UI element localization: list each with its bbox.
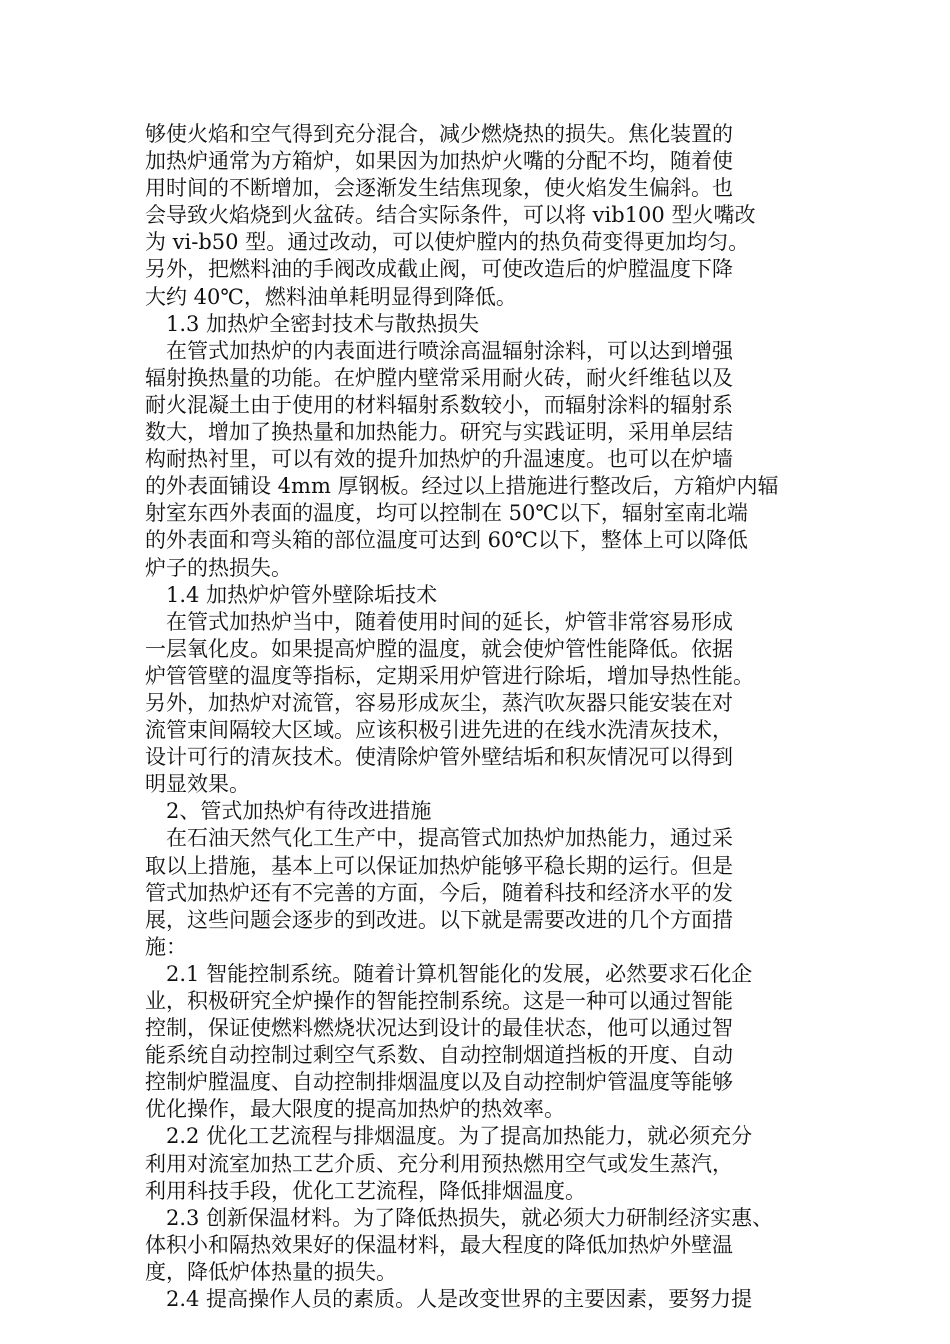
- text-line: 流管束间隔较大区域。应该积极引进先进的在线水洗清灰技术，: [145, 718, 733, 743]
- text-line: 在管式加热炉当中，随着使用时间的延长，炉管非常容易形成: [145, 609, 733, 634]
- document-body: [145, 121, 805, 1313]
- text-line: 施：: [145, 934, 187, 959]
- text-line: 耐火混凝土由于使用的材料辐射系数较小，而辐射涂料的辐射系: [145, 392, 733, 417]
- text-line: 利用对流室加热工艺介质、充分利用预热燃用空气或发生蒸汽，: [145, 1151, 733, 1176]
- text-line: 为 vi-b50 型。通过改动，可以使炉膛内的热负荷变得更加均匀。: [145, 230, 750, 255]
- text-line: 数大，增加了换热量和加热能力。研究与实践证明，采用单层结: [145, 420, 733, 445]
- text-line: 控制，保证使燃料燃烧状况达到设计的最佳状态，他可以通过智: [145, 1016, 733, 1041]
- text-line: 射室东西外表面的温度，均可以控制在 50℃以下，辐射室南北端: [145, 501, 748, 526]
- text-line: 的外表面和弯头箱的部位温度可达到 60℃以下，整体上可以降低: [145, 528, 748, 553]
- text-line: 取以上措施，基本上可以保证加热炉能够平稳长期的运行。但是: [145, 853, 733, 878]
- section-heading: 1.4 加热炉炉管外壁除垢技术: [145, 582, 438, 607]
- text-line: 够使火焰和空气得到充分混合，减少燃烧热的损失。焦化装置的: [145, 122, 733, 146]
- text-line: 2.3 创新保温材料。为了降低热损失，就必须大力研制经济实惠、: [145, 1205, 774, 1230]
- text-line: 另外，加热炉对流管，容易形成灰尘，蒸汽吹灰器只能安装在对: [145, 690, 733, 715]
- text-line: 用时间的不断增加，会逐渐发生结焦现象，使火焰发生偏斜。也: [145, 176, 733, 201]
- text-line: 明显效果。: [145, 772, 250, 797]
- text-line: 在石油天然气化工生产中，提高管式加热炉加热能力，通过采: [145, 826, 733, 851]
- text-line: 利用科技手段，优化工艺流程，降低排烟温度。: [145, 1178, 586, 1203]
- text-line: 2.4 提高操作人员的素质。人是改变世界的主要因素，要努力提: [145, 1287, 753, 1312]
- text-line: 另外，把燃料油的手阀改成截止阀，可使改造后的炉膛温度下降: [145, 257, 733, 282]
- text-line: 优化操作，最大限度的提高加热炉的热效率。: [145, 1097, 565, 1122]
- text-line: 业，积极研究全炉操作的智能控制系统。这是一种可以通过智能: [145, 989, 733, 1013]
- text-line: 一层氧化皮。如果提高炉膛的温度，就会使炉管性能降低。依据: [145, 636, 733, 661]
- text-line: 度，降低炉体热量的损失。: [145, 1259, 397, 1284]
- text-line: 在管式加热炉的内表面进行喷涂高温辐射涂料，可以达到增强: [145, 338, 733, 363]
- text-line: 体积小和隔热效果好的保温材料，最大程度的降低加热炉外壁温: [145, 1232, 733, 1257]
- text-line: 的外表面铺设 4mm 厚钢板。经过以上措施进行整改后，方箱炉内辐: [145, 474, 779, 499]
- text-line: 控制炉膛温度、自动控制排烟温度以及自动控制炉管温度等能够: [145, 1070, 733, 1095]
- text-line: 管式加热炉还有不完善的方面，今后，随着科技和经济水平的发: [145, 880, 733, 905]
- text-line: 炉管管壁的温度等指标，定期采用炉管进行除垢，增加导热性能。: [145, 663, 754, 688]
- text-line: 设计可行的清灰技术。使清除炉管外壁结垢和积灰情况可以得到: [145, 745, 733, 770]
- text-line: 构耐热衬里，可以有效的提升加热炉的升温速度。也可以在炉墙: [145, 447, 733, 472]
- text-line: 炉子的热损失。: [145, 555, 292, 580]
- text-line: 2.2 优化工艺流程与排烟温度。为了提高加热能力，就必须充分: [145, 1124, 753, 1149]
- text-line: 辐射换热量的功能。在炉膛内壁常采用耐火砖，耐火纤维毡以及: [145, 365, 733, 390]
- text-line: 展，这些问题会逐步的到改进。以下就是需要改进的几个方面措: [145, 907, 733, 932]
- text-line: 2.1 智能控制系统。随着计算机智能化的发展，必然要求石化企: [145, 961, 753, 986]
- text-line: 大约 40℃，燃料油单耗明显得到降低。: [145, 284, 517, 309]
- section-heading: 1.3 加热炉全密封技术与散热损失: [145, 311, 480, 336]
- section-heading: 2、管式加热炉有待改进措施: [145, 799, 432, 824]
- text-line: 会导致火焰烧到火盆砖。结合实际条件，可以将 vib100 型火嘴改: [145, 203, 756, 228]
- text-line: 能系统自动控制过剩空气系数、自动控制烟道挡板的开度、自动: [145, 1043, 733, 1068]
- text-line: 加热炉通常为方箱炉，如果因为加热炉火嘴的分配不均，随着使: [145, 149, 733, 174]
